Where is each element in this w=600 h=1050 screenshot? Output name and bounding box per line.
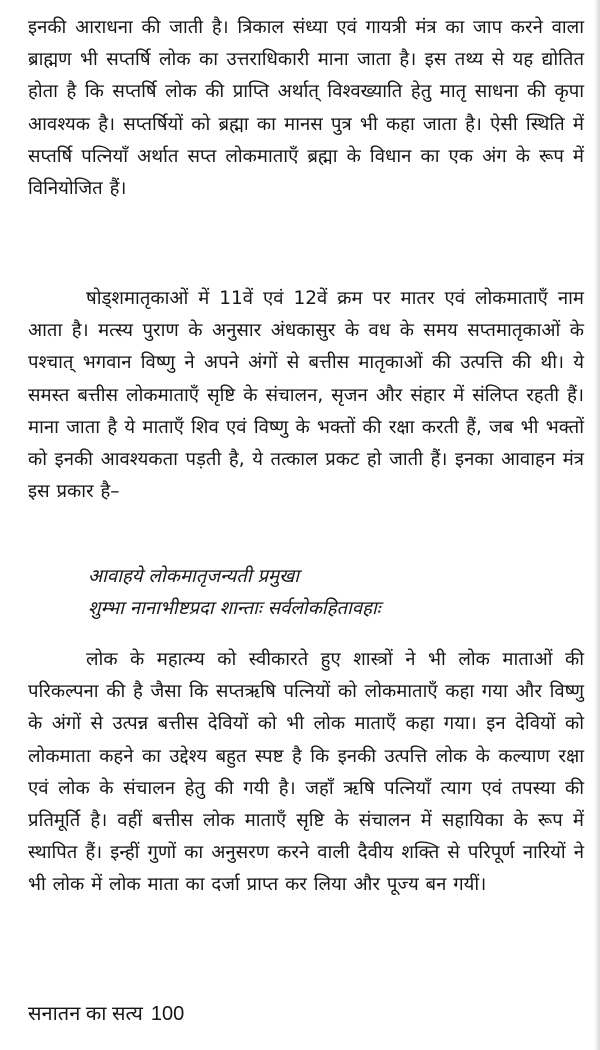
mantra-verse: [88, 561, 588, 625]
book-title: सनातन का सत्य: [28, 1003, 143, 1025]
paragraph-1: इनकी आराधना की जाती है। त्रिकाल संध्या एवं गायत्री मंत्र का जाप करने वाला ब्राह्मण भी सप्तर्षि लोक का उत्तराधिकारी माना जाता है। इस तथ्य से यह द्योतित होता है कि सप्तर्षि लोक की प्राप्ति अर्थात् विश्वख्याति हेतु मातृ साधना की कृपा आवश्यक है। सप्तर्षियों को ब्रह्मा का मानस पुत्र भी कहा जाता है। ऐसी स्थिति में सप्तर्षि पत्नियाँ अर्थात सप्त लोकमाताएँ ब्रह्मा के विधान का एक अंग के रूप में विनियोजित हैं।: [28, 17, 584, 200]
verse-line-1: आवाहये लोकमातृजन्यती प्रमुखा: [88, 566, 300, 587]
page-footer: [28, 1000, 184, 1028]
verse-line-2: शुम्भा नानाभीष्टप्रदा शान्ताः सर्वलोकहितावहाः: [88, 598, 381, 619]
page-number: 100: [150, 1003, 185, 1025]
paragraph-2: षोड्शमातृकाओं में 11वें एवं 12वें क्रम पर मातर एवं लोकमाताएँ नाम आता है। मत्स्य पुराण के अनुसार अंधकासुर के वध के समय सप्तमातृकाओं के पश्चात् भगवान विष्णु ने अपने अंगों से बत्तीस मातृकाओं की उत्पत्ति की थी। ये समस्त बत्तीस लोकमाताएँ सृष्टि के संचालन, सृजन और संहार में संलिप्त रहती हैं। माना जाता है ये माताएँ शिव एवं विष्णु के भक्तों की रक्षा करती हैं, जब भी भक्तों को इनकी आवश्यकता पड़ती है, ये तत्काल प्रकट हो जाती हैं। इनका आवाहन मंत्र इस प्रकार है–: [28, 288, 584, 503]
page-edge-shadow: [594, 0, 600, 1050]
paragraph-3: लोक के महात्म्य को स्वीकारते हुए शास्त्रों ने भी लोक माताओं की परिकल्पना की है जैसा कि सप्तऋषि पत्नियों को लोकमाताएँ कहा गया और विष्णु के अंगों से उत्पन्न बत्तीस देवियों को भी लोक माताएँ कहा गया। इन देवियों को लोकमाता कहने का उद्देश्य बहुत स्पष्ट है कि इनकी उत्पत्ति लोक के कल्याण रक्षा एवं लोक के संचालन हेतु की गयी है। जहाँ ऋषि पत्नियाँ त्याग एवं तपस्या की प्रतिमूर्ति है। वहीं बत्तीस लोक माताएँ सृष्टि के संचालन में सहायिका के रूप में स्थापित हैं। इन्हीं गुणों का अनुसरण करने वाली दैवीय शक्ति से परिपूर्ण नारियों ने भी लोक में लोक माता का दर्जा प्राप्त कर लिया और पूज्य बन गयीं।: [28, 649, 584, 896]
